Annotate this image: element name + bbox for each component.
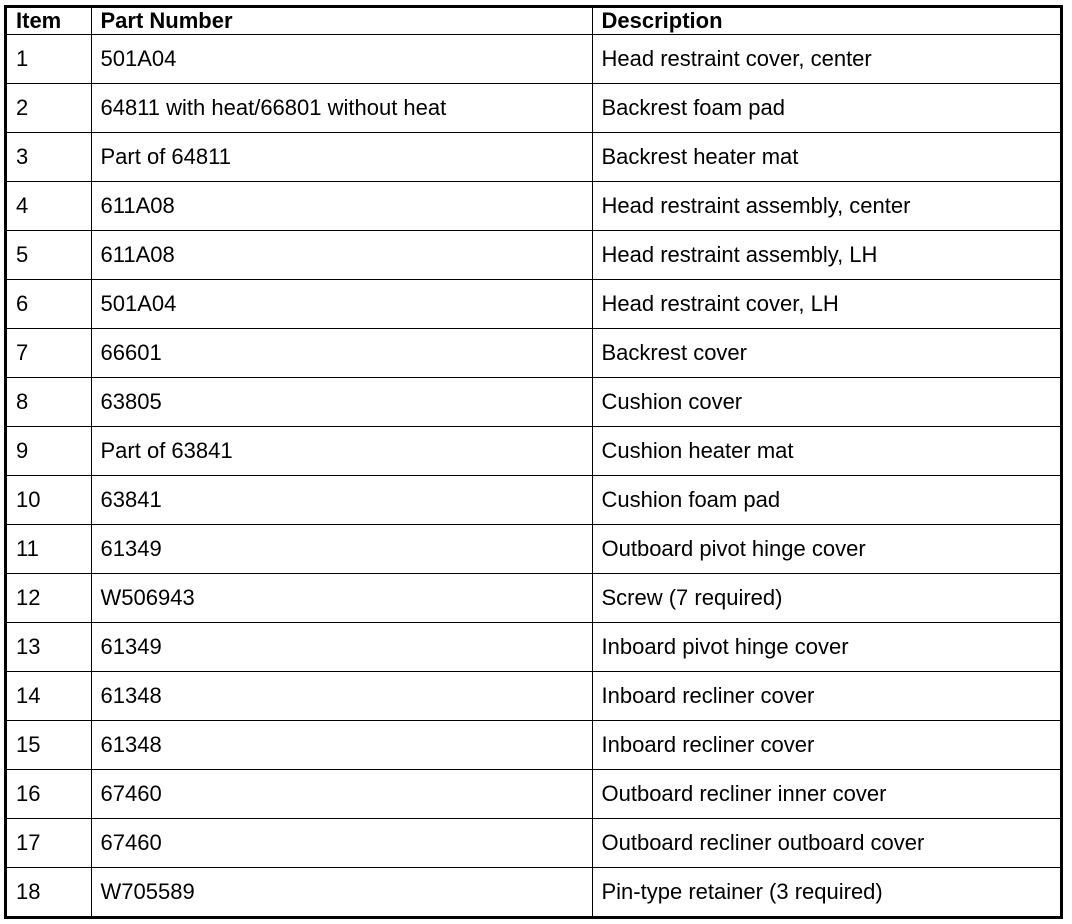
cell-part-number: 501A04 bbox=[91, 35, 592, 84]
table-row bbox=[7, 868, 1060, 916]
table-row bbox=[7, 476, 1060, 525]
cell-part-number: W506943 bbox=[91, 574, 592, 623]
cell-item: 9 bbox=[7, 427, 91, 476]
cell-item: 12 bbox=[7, 574, 91, 623]
cell-item: 17 bbox=[7, 819, 91, 868]
cell-item: 7 bbox=[7, 329, 91, 378]
cell-description: Outboard recliner inner cover bbox=[592, 770, 1060, 819]
cell-description: Screw (7 required) bbox=[592, 574, 1060, 623]
cell-item: 11 bbox=[7, 525, 91, 574]
cell-part-number: 61349 bbox=[91, 525, 592, 574]
cell-description: Pin-type retainer (3 required) bbox=[592, 868, 1060, 916]
cell-part-number: Part of 64811 bbox=[91, 133, 592, 182]
cell-item: 4 bbox=[7, 182, 91, 231]
table-row bbox=[7, 329, 1060, 378]
cell-description: Outboard recliner outboard cover bbox=[592, 819, 1060, 868]
table-row bbox=[7, 133, 1060, 182]
cell-item: 15 bbox=[7, 721, 91, 770]
table-row bbox=[7, 280, 1060, 329]
cell-part-number: 66601 bbox=[91, 329, 592, 378]
cell-description: Inboard recliner cover bbox=[592, 672, 1060, 721]
table-row bbox=[7, 819, 1060, 868]
cell-part-number: 61348 bbox=[91, 721, 592, 770]
table-row bbox=[7, 525, 1060, 574]
cell-part-number: 67460 bbox=[91, 770, 592, 819]
table-body bbox=[7, 35, 1060, 917]
cell-description: Head restraint assembly, LH bbox=[592, 231, 1060, 280]
header-item: Item bbox=[7, 8, 91, 35]
cell-item: 3 bbox=[7, 133, 91, 182]
header-description: Description bbox=[592, 8, 1060, 35]
cell-item: 2 bbox=[7, 84, 91, 133]
cell-part-number: 611A08 bbox=[91, 182, 592, 231]
cell-description: Backrest cover bbox=[592, 329, 1060, 378]
cell-part-number: 63805 bbox=[91, 378, 592, 427]
cell-item: 1 bbox=[7, 35, 91, 84]
cell-part-number: W705589 bbox=[91, 868, 592, 916]
cell-item: 18 bbox=[7, 868, 91, 916]
cell-description: Head restraint assembly, center bbox=[592, 182, 1060, 231]
table-row bbox=[7, 721, 1060, 770]
cell-part-number: Part of 63841 bbox=[91, 427, 592, 476]
parts-table-frame bbox=[4, 5, 1063, 919]
cell-description: Head restraint cover, center bbox=[592, 35, 1060, 84]
header-row bbox=[7, 8, 1060, 35]
table-row bbox=[7, 231, 1060, 280]
cell-item: 16 bbox=[7, 770, 91, 819]
table-row bbox=[7, 672, 1060, 721]
cell-item: 13 bbox=[7, 623, 91, 672]
table-row bbox=[7, 770, 1060, 819]
cell-part-number: 61349 bbox=[91, 623, 592, 672]
cell-description: Backrest heater mat bbox=[592, 133, 1060, 182]
cell-part-number: 61348 bbox=[91, 672, 592, 721]
cell-part-number: 64811 with heat/66801 without heat bbox=[91, 84, 592, 133]
cell-description: Head restraint cover, LH bbox=[592, 280, 1060, 329]
table-row bbox=[7, 84, 1060, 133]
cell-part-number: 501A04 bbox=[91, 280, 592, 329]
table-row bbox=[7, 182, 1060, 231]
cell-description: Cushion heater mat bbox=[592, 427, 1060, 476]
cell-description: Cushion foam pad bbox=[592, 476, 1060, 525]
cell-description: Cushion cover bbox=[592, 378, 1060, 427]
cell-item: 14 bbox=[7, 672, 91, 721]
cell-description: Outboard pivot hinge cover bbox=[592, 525, 1060, 574]
cell-item: 6 bbox=[7, 280, 91, 329]
cell-description: Inboard recliner cover bbox=[592, 721, 1060, 770]
cell-part-number: 67460 bbox=[91, 819, 592, 868]
cell-item: 5 bbox=[7, 231, 91, 280]
table-row bbox=[7, 623, 1060, 672]
cell-description: Inboard pivot hinge cover bbox=[592, 623, 1060, 672]
cell-part-number: 63841 bbox=[91, 476, 592, 525]
table-row bbox=[7, 574, 1060, 623]
cell-item: 10 bbox=[7, 476, 91, 525]
cell-part-number: 611A08 bbox=[91, 231, 592, 280]
cell-item: 8 bbox=[7, 378, 91, 427]
table-row bbox=[7, 378, 1060, 427]
cell-description: Backrest foam pad bbox=[592, 84, 1060, 133]
table-row bbox=[7, 427, 1060, 476]
parts-table bbox=[7, 8, 1060, 916]
header-part-number: Part Number bbox=[91, 8, 592, 35]
table-row bbox=[7, 35, 1060, 84]
